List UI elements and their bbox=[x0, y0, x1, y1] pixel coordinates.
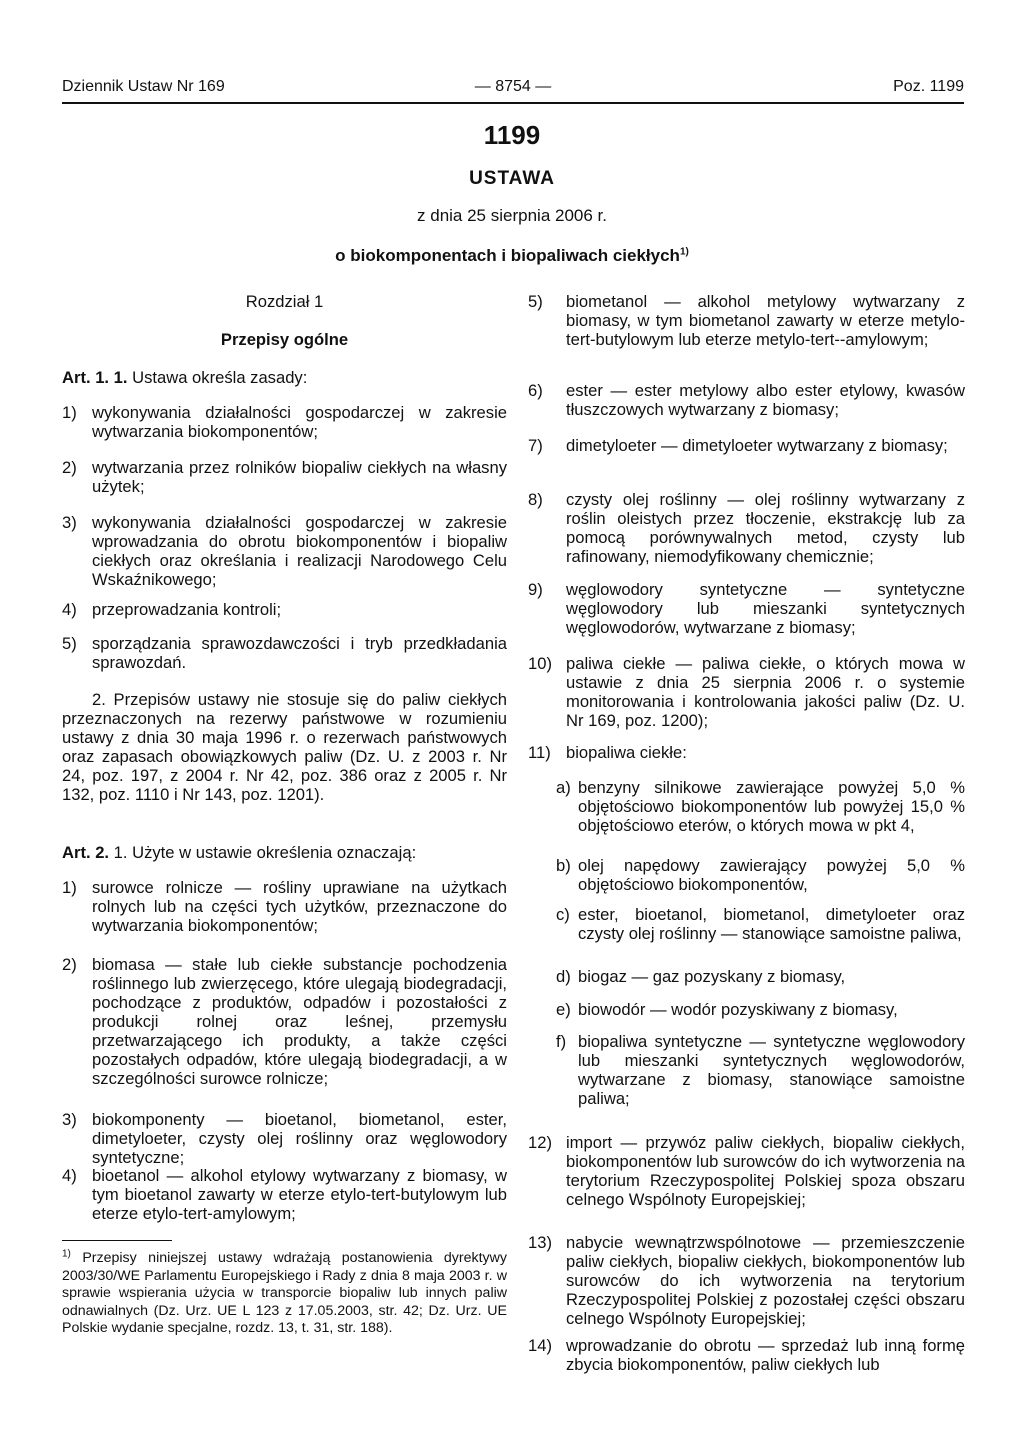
sub-item bbox=[556, 1000, 965, 1019]
definition-item bbox=[528, 1133, 965, 1209]
art1-intro-text: Ustawa określa zasady: bbox=[132, 368, 308, 387]
art2-intro bbox=[62, 843, 507, 862]
sub-item bbox=[556, 1032, 965, 1108]
sub-item bbox=[556, 967, 965, 986]
definition-number: 13) bbox=[528, 1233, 552, 1252]
definition-item bbox=[528, 381, 965, 419]
art1-intro bbox=[62, 368, 507, 387]
art1-item bbox=[62, 403, 507, 441]
art1-item bbox=[62, 513, 507, 589]
footnote bbox=[62, 1250, 507, 1338]
art1-label: Art. 1. 1. bbox=[62, 368, 128, 387]
page-header bbox=[62, 78, 964, 104]
definition-text: bioetanol — alkohol etylowy wytwarzany z biomasy, w tym bioetanol zawarty w eterze etylo-tert-butylowym lub eterze etylo-tert-amylowym; bbox=[92, 1166, 507, 1223]
definition-number: 2) bbox=[62, 955, 77, 974]
sub-item-text: biowodór — wodór pozyskiwany z biomasy, bbox=[578, 1000, 898, 1019]
journal-name: Dziennik Ustaw Nr 169 bbox=[62, 78, 225, 95]
definition-text: biopaliwa ciekłe: bbox=[566, 743, 687, 762]
definition-item bbox=[528, 743, 965, 762]
definition-number: 3) bbox=[62, 1110, 77, 1129]
definition-item bbox=[62, 1110, 507, 1167]
sub-item-text: olej napędowy zawierający powyżej 5,0 % objętościowo biokomponentów, bbox=[578, 856, 965, 894]
definition-item bbox=[528, 490, 965, 566]
definition-item bbox=[62, 1166, 507, 1223]
footnote-mark: 1) bbox=[62, 1248, 71, 1260]
definition-number: 14) bbox=[528, 1336, 552, 1355]
art1-item-number: 2) bbox=[62, 458, 77, 477]
act-type: USTAWA bbox=[469, 168, 555, 189]
sub-item bbox=[556, 856, 965, 894]
art1-paragraph-2: 2. Przepisów ustawy nie stosuje się do paliw ciekłych przeznaczonych na rezerwy państwowe w rozumieniu ustawy z dnia 30 maja 1996 r. o rezerwach państwowych oraz zapasach obowiązkowych paliw (Dz. U. z 2003 r. Nr 24, poz. 197, z 2004 r. Nr 42, poz. 386 oraz z 2005 r. Nr 132, poz. 1110 i Nr 143, poz. 1201). bbox=[62, 690, 507, 804]
definition-text: węglowodory syntetyczne — syntetyczne węglowodory lub mieszanki syntetycznych węglowodorów, wytwarzane z biomasy; bbox=[566, 580, 965, 637]
art1-item-number: 3) bbox=[62, 513, 77, 532]
definition-number: 10) bbox=[528, 654, 552, 673]
art1-item-number: 1) bbox=[62, 403, 77, 422]
art1-item-text: wykonywania działalności gospodarczej w zakresie wytwarzania biokomponentów; bbox=[92, 403, 507, 441]
definition-number: 4) bbox=[62, 1166, 77, 1185]
art1-item bbox=[62, 600, 507, 619]
sub-item-text: biopaliwa syntetyczne — syntetyczne węglowodory lub mieszanki syntetycznych węglowodorów, wytwarzane z biomasy, stanowiące samoistne paliwa; bbox=[578, 1032, 965, 1108]
definition-text: dimetyloeter — dimetyloeter wytwarzany z biomasy; bbox=[566, 436, 948, 455]
sub-item-letter: f) bbox=[556, 1032, 567, 1051]
art1-item-text: przeprowadzania kontroli; bbox=[92, 600, 282, 619]
chapter-title: Przepisy ogólne bbox=[220, 330, 349, 349]
position-number: Poz. 1199 bbox=[893, 78, 964, 95]
act-title-text: o biokomponentach i biopaliwach ciekłych bbox=[335, 246, 680, 265]
definition-item bbox=[528, 580, 965, 637]
sub-item-letter: d) bbox=[556, 967, 571, 986]
definition-text: wprowadzanie do obrotu — sprzedaż lub inną formę zbycia biokomponentów, paliw ciekłych lub bbox=[566, 1336, 965, 1374]
definition-item bbox=[62, 878, 507, 935]
definition-text: biokomponenty — bioetanol, biometanol, ester, dimetyloeter, czysty olej roślinny oraz węglowodory syntetyczne; bbox=[92, 1110, 507, 1167]
page-number: — 8754 — bbox=[474, 78, 552, 95]
art1-item-text: wykonywania działalności gospodarczej w zakresie wprowadzania do obrotu biokomponentów i biopaliw ciekłych oraz określania i realizacji Narodowego Celu Wskaźnikowego; bbox=[92, 513, 507, 589]
sub-item-text: benzyny silnikowe zawierające powyżej 5,0 % objętościowo biokomponentów lub powyżej 15,0 % objętościowo eterów, o których mowa w pkt 4, bbox=[578, 778, 965, 835]
definition-text: biomasa — stałe lub ciekłe substancje pochodzenia roślinnego lub zwierzęcego, które ulegają biodegradacji, pochodzące z produktów, odpadów i pozostałości z produkcji rolnej oraz leśnej, przemysłu przetwarzającego ich produkty, a także części pozostałych odpadów, które ulegają biodegradacji, a w szczególności surowce rolnicze; bbox=[92, 955, 507, 1088]
art1-item-text: sporządzania sprawozdawczości i tryb przedkładania sprawozdań. bbox=[92, 634, 507, 672]
sub-item-text: biogaz — gaz pozyskany z biomasy, bbox=[578, 967, 846, 986]
art2-intro-text: 1. Użyte w ustawie określenia oznaczają: bbox=[113, 843, 417, 862]
footnote-reference: 1) bbox=[679, 246, 689, 258]
definition-text: import — przywóz paliw ciekłych, biopaliw ciekłych, biokomponentów lub surowców do ich wytworzenia na terytorium Rzeczypospolitej Polskiej spoza obszaru celnego Wspólnoty Europejskiej; bbox=[566, 1133, 965, 1209]
sub-item-text: ester, bioetanol, biometanol, dimetyloeter oraz czysty olej roślinny — stanowiące samoistne paliwa, bbox=[578, 905, 965, 943]
definition-text: czysty olej roślinny — olej roślinny wytwarzany z roślin oleistych przez tłoczenie, ekstrakcję lub za pomocą porównywalnych metod, czysty lub rafinowany, niemodyfikowany chemicznie; bbox=[566, 490, 965, 566]
sub-item-letter: b) bbox=[556, 856, 571, 875]
definition-number: 5) bbox=[528, 292, 543, 311]
art1-item-number: 4) bbox=[62, 600, 77, 619]
act-number: 1199 bbox=[483, 120, 541, 150]
art1-item bbox=[62, 458, 507, 496]
definition-text: ester — ester metylowy albo ester etylowy, kwasów tłuszczowych wytwarzany z biomasy; bbox=[566, 381, 965, 419]
definition-text: biometanol — alkohol metylowy wytwarzany z biomasy, w tym biometanol zawarty w eterze metylo-tert-butylowym lub eterze metylo-tert--amylowym; bbox=[566, 292, 965, 349]
chapter-number: Rozdział 1 bbox=[245, 292, 324, 311]
art2-label: Art. 2. bbox=[62, 843, 110, 862]
definition-item bbox=[528, 1233, 965, 1328]
definition-text: paliwa ciekłe — paliwa ciekłe, o których mowa w ustawie z dnia 25 sierpnia 2006 r. o systemie monitorowania i kontrolowania jakości paliw (Dz. U. Nr 169, poz. 1200); bbox=[566, 654, 965, 730]
definition-number: 6) bbox=[528, 381, 543, 400]
art1-item-number: 5) bbox=[62, 634, 77, 653]
art1-item-text: wytwarzania przez rolników biopaliw ciekłych na własny użytek; bbox=[92, 458, 507, 496]
sub-item bbox=[556, 905, 965, 943]
definition-item bbox=[62, 955, 507, 1088]
sub-item-letter: c) bbox=[556, 905, 570, 924]
definition-text: nabycie wewnątrzwspólnotowe — przemieszczenie paliw ciekłych, biopaliw ciekłych, biokomponentów lub surowców do ich wytworzenia na terytorium Rzeczypospolitej Polskiej z pozostałej części obszaru celnego Wspólnoty Europejskiej; bbox=[566, 1233, 965, 1328]
definition-number: 11) bbox=[528, 743, 551, 762]
footnote-text: Przepisy niniejszej ustawy wdrażają postanowienia dyrektywy 2003/30/WE Parlamentu Europejskiego i Rady z dnia 8 maja 2003 r. w sprawie wspierania użycia w transporcie biopaliw lub innych paliw odnawialnych (Dz. Urz. UE L 123 z 17.05.2003, str. 42; Dz. Urz. UE Polskie wydanie specjalne, rozdz. 13, t. 31, str. 188). bbox=[62, 1250, 507, 1336]
definition-item bbox=[528, 1336, 965, 1374]
sub-item-letter: e) bbox=[556, 1000, 571, 1019]
act-date: z dnia 25 sierpnia 2006 r. bbox=[417, 206, 607, 225]
footnote-separator bbox=[62, 1240, 172, 1241]
definition-item bbox=[528, 436, 965, 455]
definition-text: surowce rolnicze — rośliny uprawiane na użytkach rolnych lub na części tych użytków, przeznaczone do wytwarzania biokomponentów; bbox=[92, 878, 507, 935]
definition-number: 8) bbox=[528, 490, 543, 509]
definition-number: 1) bbox=[62, 878, 77, 897]
art1-item bbox=[62, 634, 507, 672]
definition-item bbox=[528, 292, 965, 349]
sub-item bbox=[556, 778, 965, 835]
sub-item-letter: a) bbox=[556, 778, 571, 797]
definition-number: 12) bbox=[528, 1133, 552, 1152]
act-title bbox=[0, 246, 1024, 266]
definition-item bbox=[528, 654, 965, 730]
definition-number: 7) bbox=[528, 436, 543, 455]
definition-number: 9) bbox=[528, 580, 543, 599]
